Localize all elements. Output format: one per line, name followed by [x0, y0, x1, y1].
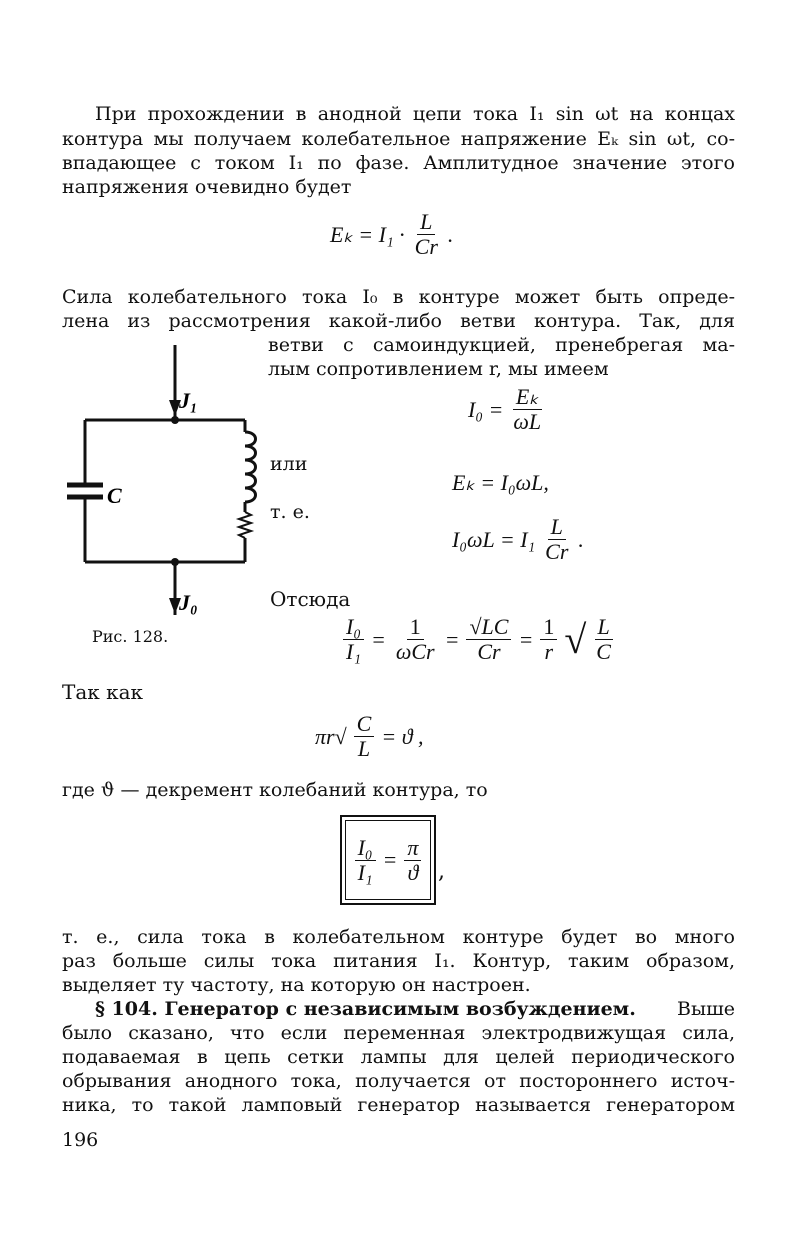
- eq-num: Eₖ: [513, 385, 542, 410]
- eq-den: L: [357, 736, 371, 761]
- text-line: было сказано, что если переменная электродвижущая сила,: [62, 1022, 735, 1044]
- text-line: т. е., сила тока в колебательном контуре будет во много: [62, 926, 735, 948]
- eq-lhs: Eₖ = I₁ ·: [330, 221, 405, 247]
- text-line: напряжения очевидно будет: [62, 176, 352, 198]
- eq-tail: .: [578, 526, 584, 552]
- label-ie: т. е.: [270, 501, 310, 523]
- inductor-coil: [245, 432, 256, 502]
- circuit-diagram: [55, 340, 270, 625]
- eq-num: √LC: [466, 615, 511, 640]
- text-line: впадающее с током I₁ по фазе. Амплитудное значение этого: [62, 152, 735, 174]
- text-line: обрывания анодного тока, получается от постороннего источ-: [62, 1070, 735, 1092]
- text-line: При прохождении в анодной цепи тока I₁ sin ωt на концах: [95, 103, 735, 125]
- text-line: раз больше силы тока питания I₁. Контур, таким образом,: [62, 950, 735, 972]
- eq-den: Cr: [414, 234, 438, 259]
- label-c: C: [107, 483, 122, 508]
- label-hence: Отсюда: [270, 587, 351, 611]
- eq-den: ωCr: [395, 639, 435, 664]
- text-line: Сила колебательного тока I₀ в контуре может быть опреде-: [62, 286, 735, 308]
- equation-i0: [468, 385, 547, 434]
- label-since: Так как: [62, 680, 144, 704]
- eq-sign: =: [518, 626, 534, 652]
- eq-num: I₀: [355, 836, 376, 861]
- figure-caption: Рис. 128.: [92, 627, 169, 646]
- text-line: где ϑ — декремент колебаний контура, то: [62, 779, 488, 801]
- eq-sign: =: [382, 847, 398, 872]
- equation-ek2: [452, 470, 549, 496]
- eq-num: 1: [407, 615, 424, 640]
- boxed-equation: [340, 815, 436, 905]
- eq-den: Cr: [477, 639, 501, 664]
- text-line: ветви с самоиндукцией, пренебрегая ма-: [268, 334, 735, 356]
- eq-num: 1: [540, 615, 557, 640]
- eq-den: r: [544, 639, 554, 664]
- equation-ek: [330, 210, 453, 259]
- eq-num: π: [404, 836, 421, 861]
- eq-den: ϑ: [407, 859, 419, 885]
- eq-den: I₁: [346, 639, 361, 664]
- page-number: 196: [62, 1129, 99, 1151]
- label-j1: J₁: [179, 388, 198, 413]
- eq-den: Cr: [545, 539, 569, 564]
- equation-ratio: [340, 615, 617, 664]
- eq-num: I₀: [343, 615, 364, 640]
- eq-tail: .: [447, 221, 454, 247]
- eq-sign: =: [444, 626, 460, 652]
- equation-result: [352, 836, 425, 885]
- eq-text: Eₖ = I₀ωL,: [452, 470, 549, 495]
- text-fragment: Выше: [677, 998, 735, 1020]
- section-heading-line: [95, 997, 735, 1021]
- comma: ,: [438, 859, 445, 884]
- text-line: подаваемая в цепь сетки лампы для целей периодического: [62, 1046, 735, 1068]
- eq-den: C: [596, 639, 611, 664]
- eq-num: L: [548, 515, 566, 540]
- eq-sign: =: [370, 626, 386, 652]
- text-line: лена из рассмотрения какой-либо ветви контура. Так, для: [62, 310, 735, 332]
- section-heading: § 104. Генератор с независимым возбуждением.: [95, 998, 636, 1020]
- eq-den: I₁: [357, 859, 373, 885]
- equation-i0wl: [452, 515, 584, 564]
- eq-num: L: [417, 210, 435, 235]
- label-or: или: [270, 453, 308, 475]
- sqrt-sign: √: [564, 617, 587, 662]
- eq-lhs: I₀ =: [468, 396, 504, 422]
- text-line: контура мы получаем колебательное напряжение Eₖ sin ωt, со-: [62, 128, 735, 150]
- text-line: ника, то такой ламповый генератор называется генератором: [62, 1094, 735, 1116]
- eq-num: C: [354, 712, 375, 737]
- label-j0: J₀: [179, 590, 198, 615]
- text-line: лым сопротивлением r, мы имеем: [268, 358, 609, 380]
- eq-lhs: I₀ωL = I₁: [452, 526, 536, 552]
- text-line: выделяет ту частоту, на которую он настроен.: [62, 974, 531, 996]
- eq-den: ωL: [513, 409, 542, 434]
- resistor: [239, 512, 251, 538]
- eq-num: L: [595, 615, 613, 640]
- eq-lhs: πr√: [315, 723, 347, 749]
- equation-decrement: [315, 712, 424, 761]
- eq-rhs: = ϑ ,: [381, 723, 424, 749]
